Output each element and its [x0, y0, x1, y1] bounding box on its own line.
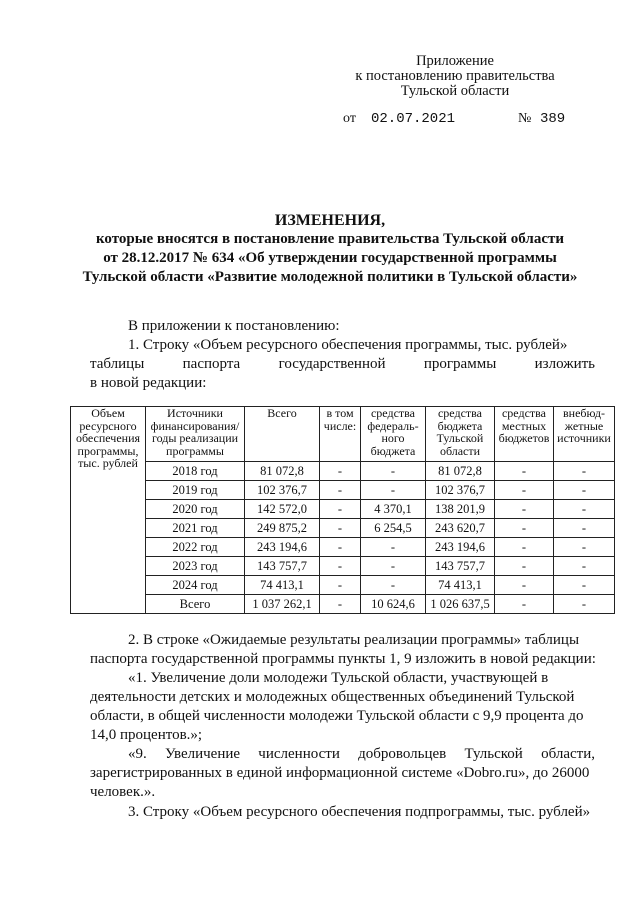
quote9-line: человек.». — [90, 784, 156, 800]
local-cell: - — [495, 595, 554, 614]
total-cell: 249 875,2 — [245, 519, 320, 538]
total-cell: 143 757,7 — [245, 557, 320, 576]
table-first-cell: Объем ресурсного обеспечения программы, тыс. рублей — [71, 407, 146, 614]
federal-cell: 4 370,1 — [361, 500, 426, 519]
incl-cell: - — [320, 462, 361, 481]
annex-line: Тульской области — [400, 83, 510, 99]
federal-cell: - — [361, 557, 426, 576]
regional-cell: 138 201,9 — [426, 500, 495, 519]
extra-cell: - — [554, 538, 615, 557]
regional-cell: 81 072,8 — [426, 462, 495, 481]
local-cell: - — [495, 538, 554, 557]
table-header: средства бюджета Тульской области — [426, 407, 495, 462]
quote1-line: 14,0 процентов.»; — [90, 727, 203, 743]
federal-cell: - — [361, 576, 426, 595]
intro-text: В приложении к постановлению: — [128, 318, 340, 334]
document-title — [60, 211, 600, 287]
quote1-line: «1. Увеличение доли молодежи Тульской области, участвующей в — [128, 670, 549, 686]
document-number: 389 — [540, 111, 566, 127]
regional-cell: 74 413,1 — [426, 576, 495, 595]
local-cell: - — [495, 519, 554, 538]
year-cell: 2024 год — [146, 576, 245, 595]
table-header: внебюд-жетные источники — [554, 407, 615, 462]
annex-line: Приложение — [416, 53, 494, 69]
total-cell: 74 413,1 — [245, 576, 320, 595]
total-cell: 102 376,7 — [245, 481, 320, 500]
extra-cell: - — [554, 519, 615, 538]
table-row — [71, 595, 615, 614]
table-row — [71, 500, 615, 519]
table-header: средства местных бюджетов — [495, 407, 554, 462]
year-cell: 2020 год — [146, 500, 245, 519]
item1-line: таблицы паспорта государственной программы изложить — [90, 356, 595, 372]
quote1-line: области, в общей численности молодежи Тульской области с 9,9 процента до — [90, 708, 584, 724]
quote9-line: зарегистрированных в единой информационной системе «Dobro.ru», до 26000 — [90, 765, 590, 781]
year-cell: 2023 год — [146, 557, 245, 576]
federal-cell: - — [361, 538, 426, 557]
quote1-line: деятельности детских и молодежных общественных объединений Тульской — [90, 689, 575, 705]
table-row — [71, 557, 615, 576]
regional-cell: 143 757,7 — [426, 557, 495, 576]
federal-cell: - — [361, 481, 426, 500]
table-row — [71, 519, 615, 538]
local-cell: - — [495, 500, 554, 519]
federal-cell: 6 254,5 — [361, 519, 426, 538]
year-cell: 2021 год — [146, 519, 245, 538]
item2-line: 2. В строке «Ожидаемые результаты реализации программы» таблицы — [128, 632, 580, 648]
regional-cell: 102 376,7 — [426, 481, 495, 500]
extra-cell: - — [554, 576, 615, 595]
item1-line: 1. Строку «Объем ресурсного обеспечения программы, тыс. рублей» — [128, 337, 568, 353]
table-row — [71, 462, 615, 481]
regional-cell: 243 194,6 — [426, 538, 495, 557]
table-header: средства федераль-ного бюджета — [361, 407, 426, 462]
incl-cell: - — [320, 557, 361, 576]
table-header: Всего — [245, 407, 320, 462]
title-line: Тульской области «Развитие молодежной политики в Тульской области» — [82, 269, 578, 285]
incl-cell: - — [320, 519, 361, 538]
federal-cell: - — [361, 462, 426, 481]
table-header: в том числе: — [320, 407, 361, 462]
regional-cell: 1 026 637,5 — [426, 595, 495, 614]
federal-cell: 10 624,6 — [361, 595, 426, 614]
number-prefix: № — [518, 111, 532, 126]
title-line: которые вносятся в постановление правительства Тульской области — [95, 231, 565, 247]
date-prefix: от — [343, 111, 356, 126]
local-cell: - — [495, 576, 554, 595]
annex-block — [330, 54, 580, 99]
item3-line: 3. Строку «Объем ресурсного обеспечения подпрограммы, тыс. рублей» — [128, 804, 591, 820]
incl-cell: - — [320, 576, 361, 595]
local-cell: - — [495, 557, 554, 576]
total-cell: 243 194,6 — [245, 538, 320, 557]
year-cell: Всего — [146, 595, 245, 614]
annex-line: к постановлению правительства — [355, 68, 555, 84]
table-row — [71, 481, 615, 500]
year-cell: 2018 год — [146, 462, 245, 481]
incl-cell: - — [320, 538, 361, 557]
total-cell: 1 037 262,1 — [245, 595, 320, 614]
extra-cell: - — [554, 462, 615, 481]
title-line: от 28.12.2017 № 634 «Об утверждении государственной программы — [103, 250, 557, 266]
funding-table — [70, 406, 615, 614]
total-cell: 81 072,8 — [245, 462, 320, 481]
extra-cell: - — [554, 481, 615, 500]
table-header-row — [71, 407, 615, 462]
year-cell: 2022 год — [146, 538, 245, 557]
local-cell: - — [495, 462, 554, 481]
extra-cell: - — [554, 557, 615, 576]
table-header: Источники финансирования/ годы реализации программы — [146, 407, 245, 462]
extra-cell: - — [554, 595, 615, 614]
document-date: 02.07.2021 — [371, 111, 456, 127]
incl-cell: - — [320, 481, 361, 500]
title-line: ИЗМЕНЕНИЯ, — [274, 212, 386, 229]
quote9-line: «9. Увеличение численности добровольцев Тульской области, — [128, 746, 595, 762]
table-row — [71, 538, 615, 557]
incl-cell: - — [320, 595, 361, 614]
total-cell: 142 572,0 — [245, 500, 320, 519]
regional-cell: 243 620,7 — [426, 519, 495, 538]
item2-line: паспорта государственной программы пункты 1, 9 изложить в новой редакции: — [90, 651, 596, 667]
table-row — [71, 576, 615, 595]
incl-cell: - — [320, 500, 361, 519]
item1-line: в новой редакции: — [90, 375, 207, 391]
year-cell: 2019 год — [146, 481, 245, 500]
extra-cell: - — [554, 500, 615, 519]
local-cell: - — [495, 481, 554, 500]
